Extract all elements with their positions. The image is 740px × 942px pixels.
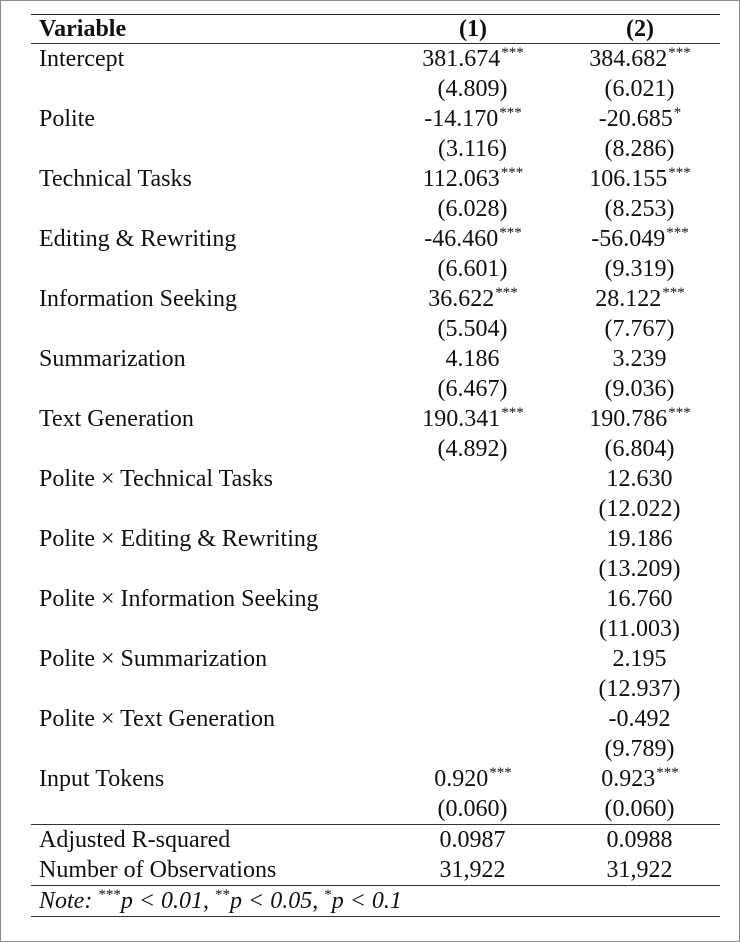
note-separator: , (203, 888, 216, 914)
cell-model-2 (561, 224, 719, 257)
cell-model-1 (393, 374, 553, 407)
cell-model-1-significance: *** (495, 285, 518, 301)
cell-model-2-value: 12.630 (606, 466, 673, 492)
cell-model-2 (561, 404, 719, 437)
cell-model-2-value: 190.786 (589, 406, 668, 432)
row-label: Editing & Rewriting (39, 226, 237, 252)
row-label: Intercept (39, 46, 125, 72)
row-label: Input Tokens (39, 766, 165, 792)
cell-model-2 (561, 704, 719, 737)
cell-model-1-value: (4.809) (437, 76, 508, 102)
cell-model-2 (561, 825, 719, 858)
note-stars: * (324, 887, 332, 903)
cell-model-1 (393, 644, 553, 677)
table-stats (31, 825, 720, 885)
cell-model-1 (393, 164, 553, 197)
header-row (31, 15, 720, 43)
table-row (31, 524, 720, 554)
cell-model-1-value: 36.622 (428, 286, 495, 312)
cell-model-2 (561, 164, 719, 197)
cell-model-1 (393, 554, 553, 587)
cell-model-1-value: (4.892) (437, 436, 508, 462)
table-row (31, 704, 720, 734)
note-stars: *** (98, 887, 121, 903)
cell-model-1-value: 0.920 (434, 766, 489, 792)
cell-model-1 (393, 855, 553, 888)
cell-model-2 (561, 554, 719, 587)
table-row (31, 194, 720, 224)
cell-model-2-value: 3.239 (612, 346, 667, 372)
cell-model-1-value: (3.116) (437, 136, 508, 162)
stat-row (31, 855, 720, 885)
table-row (31, 794, 720, 824)
cell-model-2-value: (9.319) (604, 256, 675, 282)
cell-model-2 (561, 254, 719, 287)
cell-model-2 (561, 374, 719, 407)
cell-model-2-value: (12.022) (598, 496, 681, 522)
cell-model-2 (561, 344, 719, 377)
cell-model-2-value: (6.021) (604, 76, 675, 102)
cell-model-2 (561, 74, 719, 107)
note-text (39, 886, 402, 919)
cell-model-1-value: (6.467) (437, 376, 508, 402)
row-label: Adjusted R-squared (39, 827, 231, 853)
table-row (31, 254, 720, 284)
cell-model-1 (393, 74, 553, 107)
table-row (31, 584, 720, 614)
cell-model-1 (393, 254, 553, 287)
cell-model-2-significance: *** (668, 165, 691, 181)
row-label: Polite × Technical Tasks (39, 466, 273, 492)
cell-model-2-value: (12.937) (598, 676, 681, 702)
cell-model-1-value: 0.0987 (439, 827, 506, 853)
cell-model-1-significance: *** (499, 105, 522, 121)
cell-model-2-significance: *** (668, 45, 691, 61)
cell-model-2-value: (8.253) (604, 196, 675, 222)
table-row (31, 164, 720, 194)
cell-model-1 (393, 674, 553, 707)
cell-model-1 (393, 734, 553, 767)
cell-model-1 (393, 764, 553, 797)
table-row (31, 644, 720, 674)
row-label: Number of Observations (39, 857, 277, 883)
cell-model-2 (561, 614, 719, 647)
cell-model-1 (393, 494, 553, 527)
table-row (31, 734, 720, 764)
cell-model-2-value: -56.049 (591, 226, 666, 252)
cell-model-1 (393, 464, 553, 497)
cell-model-2-significance: *** (656, 765, 679, 781)
cell-model-2 (561, 524, 719, 557)
cell-model-2 (561, 314, 719, 347)
row-label: Technical Tasks (39, 166, 192, 192)
cell-model-1-value: 31,922 (439, 857, 506, 883)
note-prefix: Note: (39, 888, 93, 914)
header-model-1: (1) (459, 16, 487, 42)
cell-model-2-value: 31,922 (606, 857, 673, 883)
cell-model-1 (393, 134, 553, 167)
cell-model-1 (393, 284, 553, 317)
table-note (31, 886, 720, 916)
row-label: Polite × Summarization (39, 646, 268, 672)
cell-model-2-value: (7.767) (604, 316, 675, 342)
cell-model-2-value: (13.209) (598, 556, 681, 582)
table-row (31, 434, 720, 464)
cell-model-1 (393, 194, 553, 227)
table-row (31, 344, 720, 374)
cell-model-1-significance: *** (499, 225, 522, 241)
cell-model-1-value: 190.341 (422, 406, 501, 432)
cell-model-2 (561, 584, 719, 617)
cell-model-2-value: 19.186 (606, 526, 673, 552)
cell-model-1 (393, 434, 553, 467)
cell-model-2 (561, 855, 719, 888)
cell-model-2 (561, 194, 719, 227)
table-row (31, 614, 720, 644)
table-row (31, 554, 720, 584)
cell-model-2-value: -20.685 (598, 106, 673, 132)
table-row (31, 314, 720, 344)
cell-model-1-value: 112.063 (422, 166, 500, 192)
cell-model-2-significance: *** (668, 405, 691, 421)
row-label: Text Generation (39, 406, 194, 432)
cell-model-2-value: (6.804) (604, 436, 675, 462)
table-row (31, 104, 720, 134)
cell-model-1-value: (6.028) (437, 196, 508, 222)
cell-model-2-value: 28.122 (595, 286, 662, 312)
note-stars: ** (215, 887, 231, 903)
cell-model-1-value: -14.170 (424, 106, 499, 132)
cell-model-2-value: 0.0988 (606, 827, 673, 853)
note-threshold: p < 0.01 (120, 888, 204, 914)
cell-model-2-value: (9.036) (604, 376, 675, 402)
cell-model-2-value: -0.492 (608, 706, 671, 732)
cell-model-1-value: -46.460 (424, 226, 499, 252)
row-label: Information Seeking (39, 286, 237, 312)
cell-model-1-significance: *** (489, 765, 512, 781)
note-threshold: p < 0.05 (230, 888, 313, 914)
table-body (31, 44, 720, 824)
cell-model-1-value: 381.674 (422, 46, 501, 72)
cell-model-2-significance: *** (666, 225, 689, 241)
cell-model-2 (561, 674, 719, 707)
table-row (31, 134, 720, 164)
note-threshold: p < 0.1 (331, 888, 402, 914)
cell-model-2 (561, 494, 719, 527)
cell-model-2-value: (9.789) (604, 736, 675, 762)
cell-model-1 (393, 794, 553, 827)
cell-model-1-value: (6.601) (437, 256, 508, 282)
cell-model-2 (561, 104, 719, 137)
cell-model-2-value: 16.760 (606, 586, 673, 612)
cell-model-1 (393, 44, 553, 77)
table-row (31, 764, 720, 794)
table-row (31, 374, 720, 404)
table-row (31, 494, 720, 524)
table-row (31, 464, 720, 494)
cell-model-1-significance: *** (501, 45, 524, 61)
cell-model-1 (393, 584, 553, 617)
row-label: Polite × Text Generation (39, 706, 276, 732)
row-label: Polite × Editing & Rewriting (39, 526, 318, 552)
cell-model-2-significance: * (673, 105, 682, 121)
cell-model-1 (393, 104, 553, 137)
table-row (31, 44, 720, 74)
cell-model-2 (561, 134, 719, 167)
cell-model-2 (561, 464, 719, 497)
cell-model-2-value: 0.923 (601, 766, 656, 792)
cell-model-1-value: 4.186 (445, 346, 500, 372)
cell-model-2 (561, 734, 719, 767)
row-label: Summarization (39, 346, 186, 372)
note-separator: , (312, 888, 325, 914)
cell-model-1 (393, 344, 553, 377)
header-variable: Variable (39, 16, 127, 42)
regression-table (31, 14, 720, 917)
cell-model-1 (393, 614, 553, 647)
table-row (31, 674, 720, 704)
cell-model-1 (393, 404, 553, 437)
table-row (31, 284, 720, 314)
stat-row (31, 825, 720, 855)
cell-model-2 (561, 284, 719, 317)
row-label: Polite (39, 106, 96, 132)
table-row (31, 224, 720, 254)
cell-model-2-value: 384.682 (589, 46, 668, 72)
cell-model-1 (393, 704, 553, 737)
cell-model-2 (561, 644, 719, 677)
cell-model-2 (561, 764, 719, 797)
cell-model-2-value: 2.195 (612, 646, 667, 672)
cell-model-1 (393, 224, 553, 257)
cell-model-2-value: (0.060) (604, 796, 675, 822)
cell-model-1 (393, 524, 553, 557)
cell-model-1-significance: *** (500, 165, 524, 181)
cell-model-2 (561, 434, 719, 467)
row-label: Polite × Information Seeking (39, 586, 319, 612)
cell-model-2 (561, 44, 719, 77)
cell-model-2-significance: *** (662, 285, 685, 301)
header-model-2: (2) (626, 16, 654, 42)
cell-model-1-significance: *** (501, 405, 524, 421)
cell-model-1-value: (5.504) (437, 316, 508, 342)
cell-model-2-value: (11.003) (598, 616, 681, 642)
cell-model-2-value: 106.155 (589, 166, 668, 192)
cell-model-1 (393, 314, 553, 347)
cell-model-2 (561, 794, 719, 827)
table-row (31, 74, 720, 104)
cell-model-1-value: (0.060) (437, 796, 508, 822)
cell-model-1 (393, 825, 553, 858)
table-row (31, 404, 720, 434)
cell-model-2-value: (8.286) (604, 136, 675, 162)
